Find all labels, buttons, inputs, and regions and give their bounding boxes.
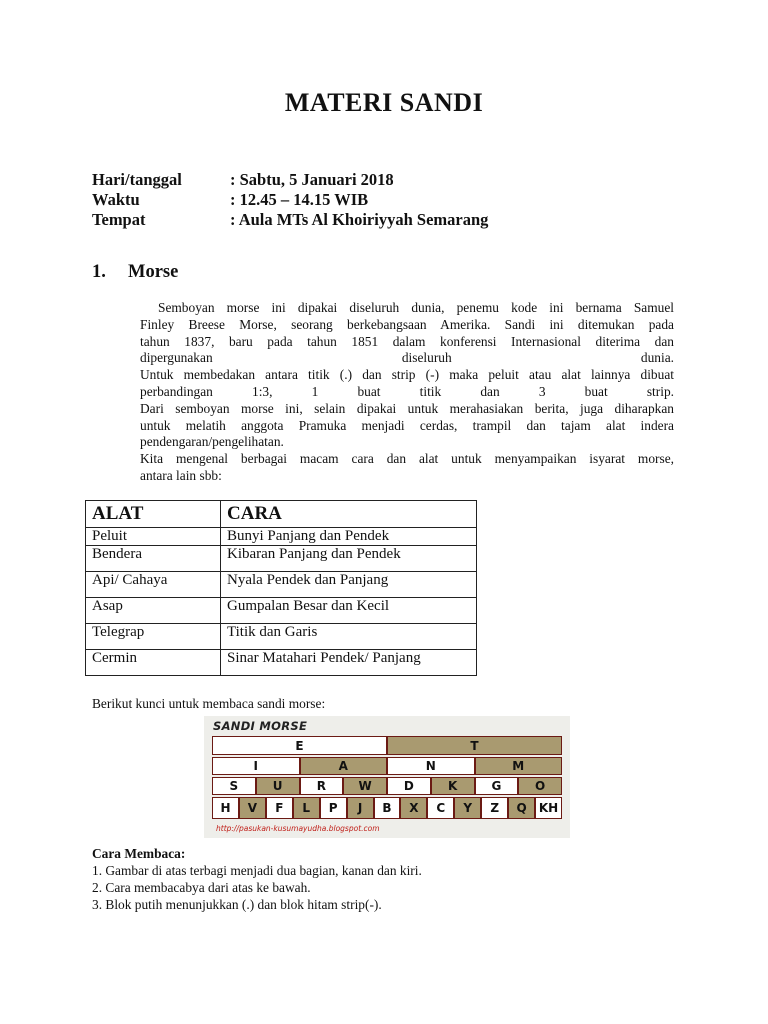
- instruction-item: 1. Gambar di atas terbagi menjadi dua bagian, kanan dan kiri.: [92, 863, 422, 878]
- table-cell: Nyala Pendek dan Panjang: [221, 572, 477, 598]
- morse-chart-url: http://pasukan-kusumayudha.blogspot.com: [216, 824, 380, 833]
- table-row: [86, 572, 477, 598]
- morse-cell-i: I: [212, 757, 300, 775]
- table-cell: Sinar Matahari Pendek/ Panjang: [221, 650, 477, 676]
- morse-cell-w: W: [343, 777, 387, 795]
- table-header-row: [86, 501, 477, 528]
- paragraph-line: antara lain sbb:: [140, 467, 222, 483]
- paragraph-line: perbandingan 1:3, 1 buat titik dan 3 buat strip.: [140, 383, 674, 399]
- table-row: [86, 528, 477, 546]
- morse-cell-r: R: [300, 777, 344, 795]
- table-cell: Peluit: [86, 528, 221, 546]
- tools-table: [85, 500, 477, 676]
- morse-cell-c: C: [427, 797, 454, 819]
- paragraph-line: Untuk membedakan antara titik (.) dan strip (-) maka peluit atau alat lainnya dibuat: [140, 367, 674, 383]
- table-row: [86, 624, 477, 650]
- table-cell: Api/ Cahaya: [86, 572, 221, 598]
- page-title: MATERI SANDI: [284, 88, 484, 117]
- morse-cell-q: Q: [508, 797, 535, 819]
- paragraph-line: untuk melatih anggota Pramuka menjadi cerdas, trampil dan tajam alat indera: [140, 417, 674, 433]
- morse-cell-d: D: [387, 777, 431, 795]
- morse-row: [212, 757, 562, 775]
- morse-cell-j: J: [347, 797, 374, 819]
- table-cell: Gumpalan Besar dan Kecil: [221, 598, 477, 624]
- info-value: : Aula MTs Al Khoiriyyah Semarang: [230, 210, 489, 229]
- morse-cell-m: M: [475, 757, 563, 775]
- paragraph-line: tahun 1837, baru pada tahun 1851 dalam konferensi Internasional diterima dan: [140, 333, 674, 349]
- morse-cell-b: B: [374, 797, 401, 819]
- instructions-title: Cara Membaca:: [92, 846, 186, 861]
- morse-cell-o: O: [518, 777, 562, 795]
- paragraph-line: pendengaran/pengelihatan.: [140, 434, 284, 450]
- paragraph-line: Kita mengenal berbagai macam cara dan alat untuk menyampaikan isyarat morse,: [140, 451, 674, 467]
- info-row-place: [92, 210, 488, 230]
- table-header: CARA: [221, 501, 477, 528]
- paragraph-line: Semboyan morse ini dipakai diseluruh dunia, penemu kode ini bernama Samuel: [158, 300, 674, 315]
- table-cell: Cermin: [86, 650, 221, 676]
- instruction-item: 3. Blok putih menunjukkan (.) dan blok hitam strip(-).: [92, 897, 382, 912]
- morse-cell-p: P: [320, 797, 347, 819]
- morse-description: [140, 300, 674, 485]
- reading-instructions: [92, 845, 422, 913]
- instruction-item: 2. Cara membacabya dari atas ke bawah.: [92, 880, 311, 895]
- paragraph-line: Finley Breese Morse, seorang berkebangsaan Amerika. Sandi ini ditemukan pada: [140, 316, 674, 332]
- morse-cell-v: V: [239, 797, 266, 819]
- info-label: Hari/tanggal: [92, 170, 182, 189]
- info-label: Tempat: [92, 210, 146, 229]
- table-row: [86, 546, 477, 572]
- event-info: [92, 170, 488, 230]
- morse-cell-u: U: [256, 777, 300, 795]
- morse-cell-f: F: [266, 797, 293, 819]
- morse-cell-kh: KH: [535, 797, 562, 819]
- table-header: ALAT: [86, 501, 221, 528]
- table-row: [86, 650, 477, 676]
- morse-cell-g: G: [475, 777, 519, 795]
- section-title: Morse: [128, 262, 179, 282]
- morse-row: [212, 736, 562, 755]
- morse-cell-t: T: [387, 736, 562, 755]
- table-cell: Bunyi Panjang dan Pendek: [221, 528, 477, 546]
- section-number: 1.: [92, 262, 106, 282]
- paragraph-line: Dari semboyan morse ini, selain dipakai untuk merahasiakan berita, juga diharapkan: [140, 400, 674, 416]
- morse-cell-z: Z: [481, 797, 508, 819]
- morse-row: [212, 797, 562, 819]
- info-value: : 12.45 – 14.15 WIB: [230, 190, 369, 209]
- morse-cell-a: A: [300, 757, 388, 775]
- morse-key-chart: [204, 716, 570, 838]
- morse-cell-e: E: [212, 736, 387, 755]
- info-value: : Sabtu, 5 Januari 2018: [230, 170, 394, 189]
- table-cell: Bendera: [86, 546, 221, 572]
- morse-key-intro: Berikut kunci untuk membaca sandi morse:: [92, 696, 326, 711]
- morse-chart-title: SANDI MORSE: [213, 719, 308, 733]
- morse-cell-y: Y: [454, 797, 481, 819]
- table-cell: Kibaran Panjang dan Pendek: [221, 546, 477, 572]
- morse-row: [212, 777, 562, 795]
- morse-cell-l: L: [293, 797, 320, 819]
- morse-cell-k: K: [431, 777, 475, 795]
- table-row: [86, 598, 477, 624]
- morse-cell-n: N: [387, 757, 475, 775]
- section-heading: [92, 262, 178, 283]
- info-label: Waktu: [92, 190, 140, 209]
- morse-cell-h: H: [212, 797, 239, 819]
- morse-cell-s: S: [212, 777, 256, 795]
- table-cell: Titik dan Garis: [221, 624, 477, 650]
- morse-cell-x: X: [400, 797, 427, 819]
- table-cell: Asap: [86, 598, 221, 624]
- table-cell: Telegrap: [86, 624, 221, 650]
- paragraph-line: dipergunakan diseluruh dunia.: [140, 350, 674, 366]
- info-row-time: [92, 190, 488, 210]
- info-row-date: [92, 170, 488, 190]
